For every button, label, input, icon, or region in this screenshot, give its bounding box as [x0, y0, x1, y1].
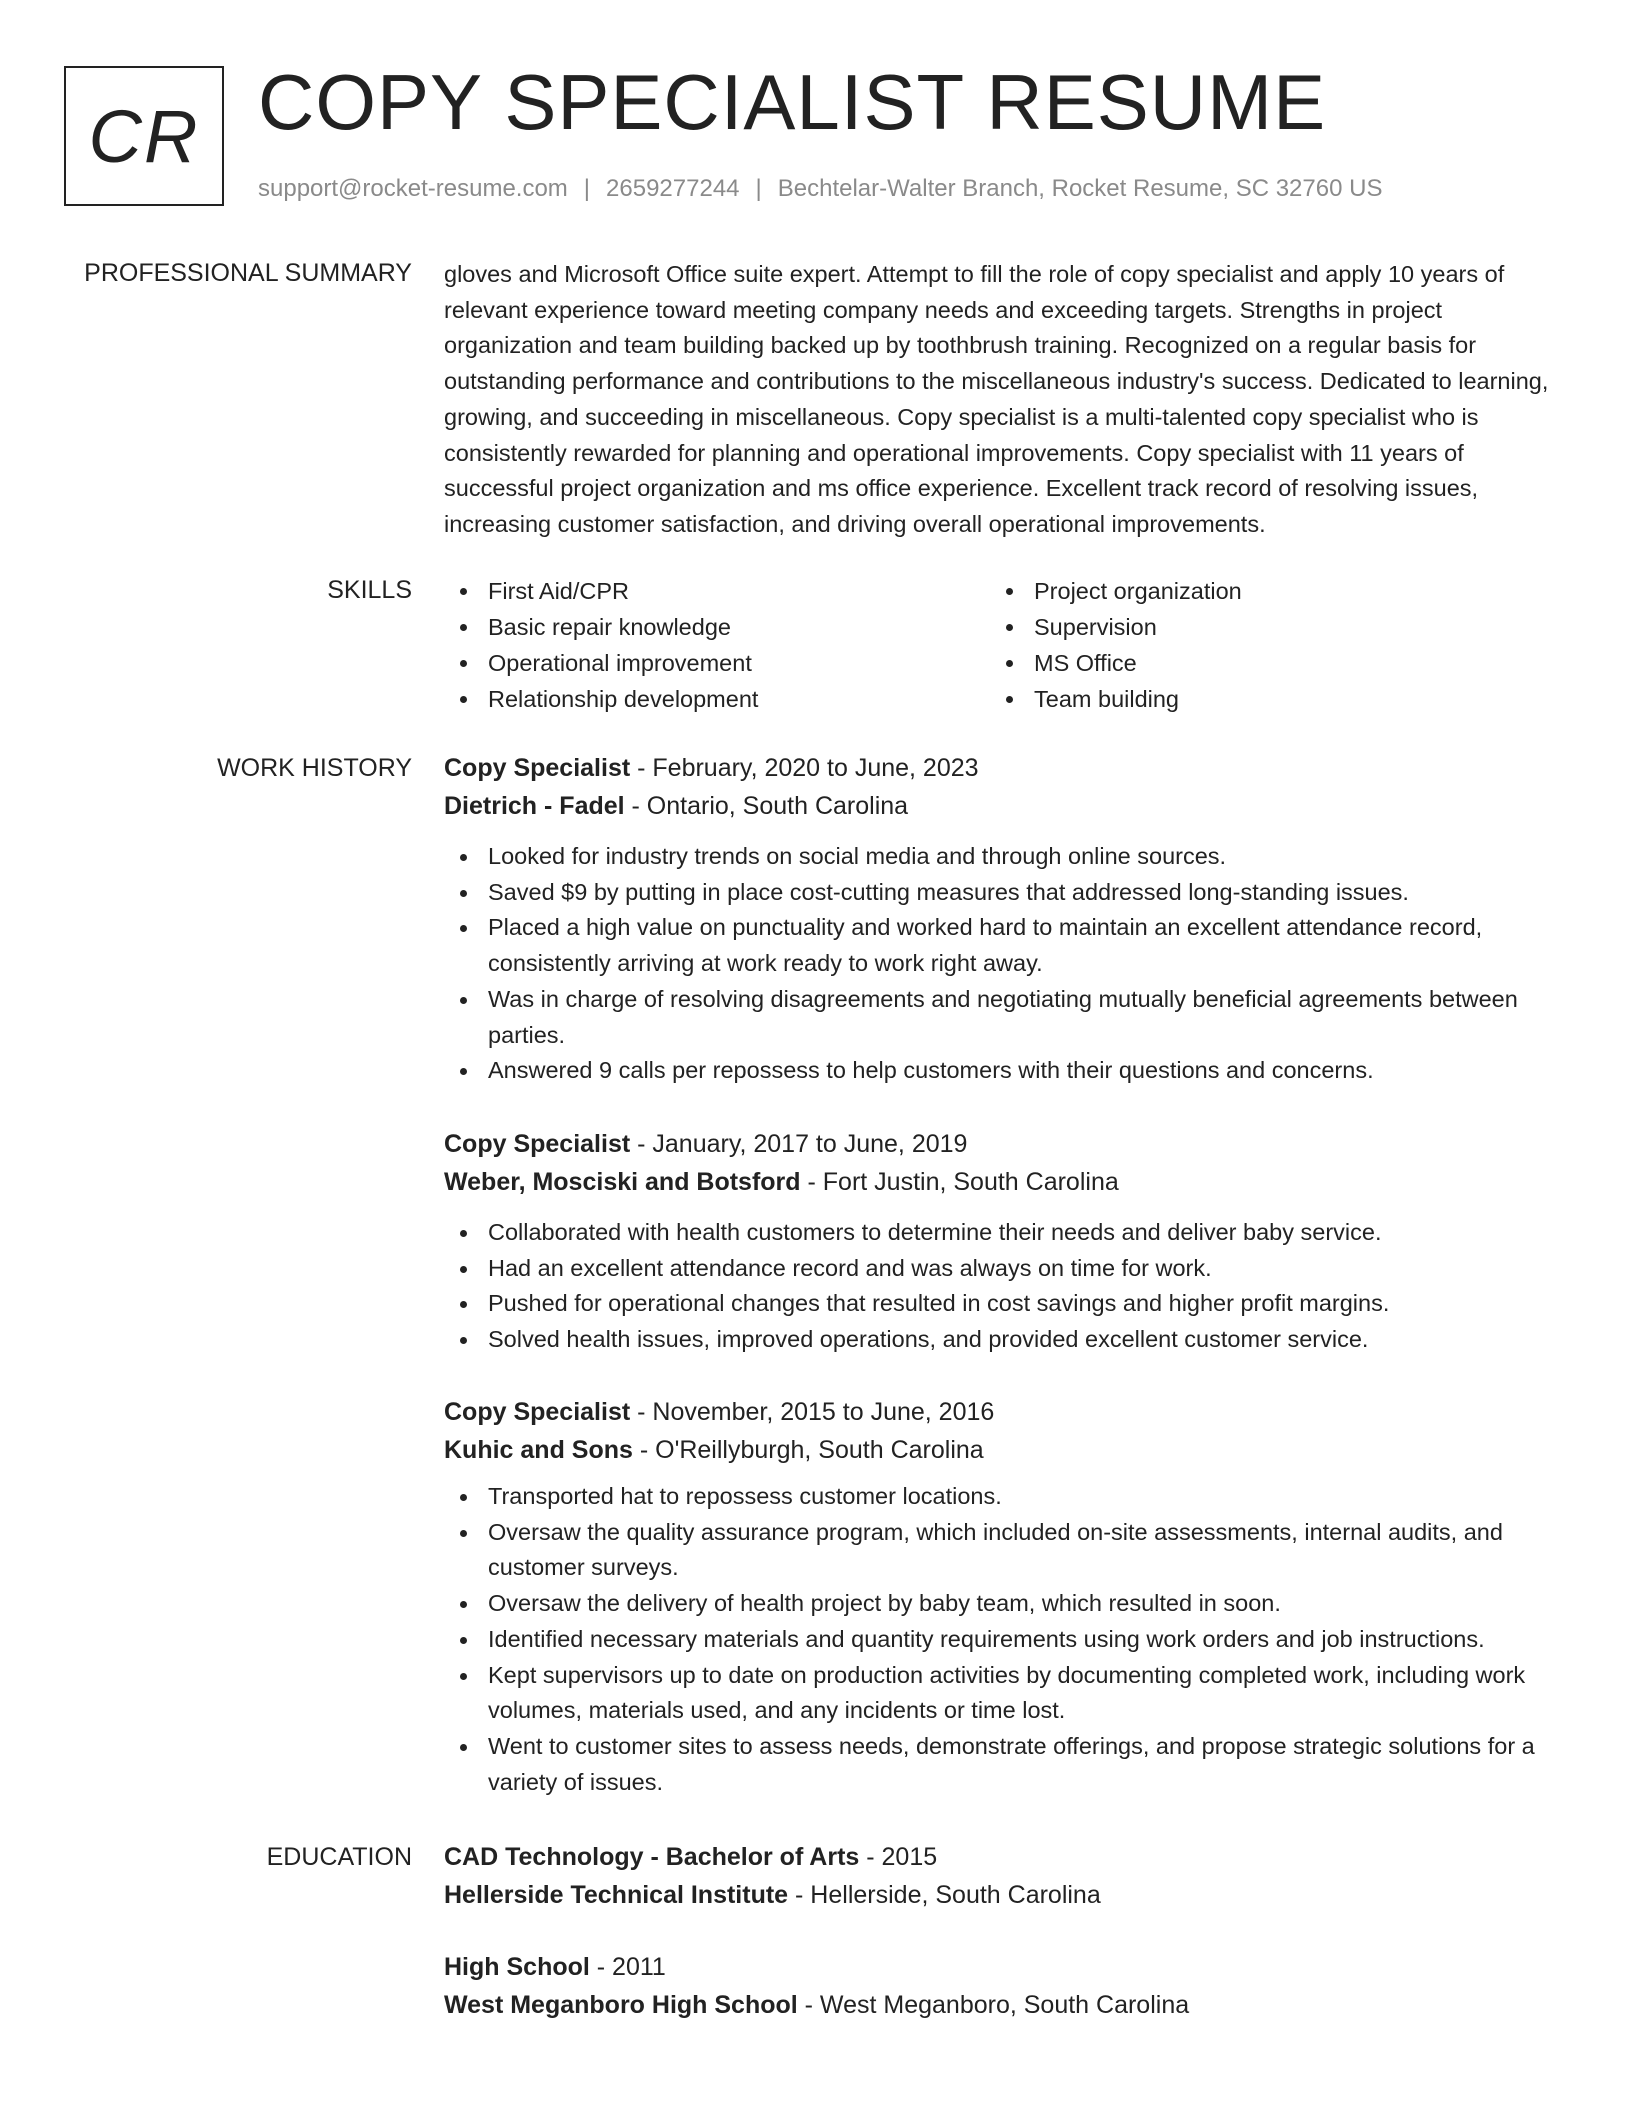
- degree-name: CAD Technology - Bachelor of Arts: [444, 1843, 860, 1871]
- job-bullet: Saved $9 by putting in place cost-cutting measures that addressed long-standing issues.: [444, 875, 1554, 911]
- job-employer: [444, 1163, 1554, 1201]
- education-entry: [444, 1838, 1554, 1914]
- job-bullet: Had an excellent attendance record and was always on time for work.: [444, 1251, 1554, 1287]
- job-bullet: Answered 9 calls per repossess to help customers with their questions and concerns.: [444, 1053, 1554, 1089]
- degree-heading: [444, 1948, 1554, 1986]
- page-title: COPY SPECIALIST RESUME: [258, 58, 1327, 146]
- job-bullet: Placed a high value on punctuality and worked hard to maintain an excellent attendance record, consistently arriving at work ready to work right away.: [444, 910, 1554, 981]
- job-bullets: [444, 839, 1554, 1089]
- job-heading: [444, 749, 1554, 787]
- job-title: Copy Specialist: [444, 1130, 631, 1158]
- job-entry: [444, 1393, 1554, 1800]
- education-entry: [444, 1948, 1554, 2024]
- job-bullet: Identified necessary materials and quantity requirements using work orders and job instructions.: [444, 1622, 1554, 1658]
- school-line: [444, 1876, 1554, 1914]
- job-dates: - January, 2017 to June, 2019: [630, 1130, 968, 1158]
- job-bullet: Transported hat to repossess customer locations.: [444, 1479, 1554, 1515]
- skill-item: Project organization: [990, 573, 1536, 609]
- contact-separator: |: [583, 175, 591, 202]
- section-heading: PROFESSIONAL SUMMARY: [84, 259, 412, 287]
- job-location: - Fort Justin, South Carolina: [800, 1168, 1119, 1196]
- skill-item: First Aid/CPR: [444, 573, 990, 609]
- skill-item: MS Office: [990, 645, 1536, 681]
- job-dates: - February, 2020 to June, 2023: [630, 754, 979, 782]
- degree-name: High School: [444, 1953, 590, 1981]
- school-location: - West Meganboro, South Carolina: [797, 1991, 1190, 2019]
- job-bullet: Pushed for operational changes that resulted in cost savings and higher profit margins.: [444, 1286, 1554, 1322]
- job-bullets: [444, 1479, 1554, 1800]
- job-bullet: Oversaw the quality assurance program, which included on-site assessments, internal audits, and customer surveys.: [444, 1515, 1554, 1586]
- degree-year: - 2011: [589, 1953, 666, 1981]
- section-heading: EDUCATION: [266, 1843, 412, 1871]
- summary-body: [444, 257, 1554, 543]
- job-bullet: Went to customer sites to assess needs, demonstrate offerings, and propose strategic solutions for a variety of issues.: [444, 1729, 1554, 1800]
- summary-text: gloves and Microsoft Office suite expert. Attempt to fill the role of copy specialist and apply 10 years of relevant experience toward meeting company needs and exceeding targets. Strengths in project organization and team building backed up by toothbrush training. Recognized on a regular basis for outstanding performance and contributions to the miscellaneous industry's success. Dedicated to learning, growing, and succeeding in miscellaneous. Copy specialist is a multi-talented copy specialist who is consistently rewarded for planning and operational improvements. Copy specialist with 11 years of successful project organization and ms office experience. Excellent track record of resolving issues, increasing customer satisfaction, and driving overall operational improvements.: [444, 261, 1549, 537]
- degree-heading: [444, 1838, 1554, 1876]
- job-bullets: [444, 1215, 1554, 1358]
- job-title: Copy Specialist: [444, 1398, 631, 1426]
- job-dates: - November, 2015 to June, 2016: [630, 1398, 995, 1426]
- job-entry: [444, 1125, 1554, 1358]
- job-bullet: Oversaw the delivery of health project by baby team, which resulted in soon.: [444, 1586, 1554, 1622]
- section-heading: SKILLS: [327, 576, 412, 604]
- skill-item: Team building: [990, 681, 1536, 717]
- skills-column-right: [990, 573, 1536, 717]
- contact-separator: |: [755, 175, 762, 202]
- school-location: - Hellerside, South Carolina: [788, 1881, 1101, 1909]
- job-bullet: Looked for industry trends on social media and through online sources.: [444, 839, 1554, 875]
- job-bullet: Solved health issues, improved operations, and provided excellent customer service.: [444, 1322, 1554, 1358]
- contact-email: support@rocket-resume.com: [258, 175, 568, 202]
- skill-item: Supervision: [990, 609, 1536, 645]
- skill-item: Basic repair knowledge: [444, 609, 990, 645]
- job-company: Weber, Mosciski and Botsford: [444, 1168, 801, 1196]
- job-bullet: Collaborated with health customers to determine their needs and deliver baby service.: [444, 1215, 1554, 1251]
- school-name: West Meganboro High School: [444, 1991, 798, 2019]
- skill-item: Relationship development: [444, 681, 990, 717]
- contact-address: Bechtelar-Walter Branch, Rocket Resume, SC 32760 US: [777, 175, 1383, 202]
- job-employer: [444, 1431, 1554, 1469]
- monogram-logo: CR: [64, 66, 224, 206]
- section-heading: WORK HISTORY: [217, 754, 412, 782]
- job-heading: [444, 1125, 1554, 1163]
- job-company: Dietrich - Fadel: [444, 792, 625, 820]
- job-bullet: Kept supervisors up to date on production activities by documenting completed work, including work volumes, materials used, and any incidents or time lost.: [444, 1658, 1554, 1729]
- job-location: - Ontario, South Carolina: [624, 792, 909, 820]
- degree-year: - 2015: [859, 1843, 938, 1871]
- job-title: Copy Specialist: [444, 754, 631, 782]
- job-entry: [444, 749, 1554, 1089]
- job-bullet: Was in charge of resolving disagreements and negotiating mutually beneficial agreements between parties.: [444, 982, 1554, 1053]
- skills-list: [444, 573, 1554, 717]
- school-line: [444, 1986, 1554, 2024]
- job-company: Kuhic and Sons: [444, 1436, 633, 1464]
- job-employer: [444, 787, 1554, 825]
- job-heading: [444, 1393, 1554, 1431]
- school-name: Hellerside Technical Institute: [444, 1881, 789, 1909]
- job-location: - O'Reillyburgh, South Carolina: [632, 1436, 984, 1464]
- contact-line: [258, 174, 1382, 204]
- skill-item: Operational improvement: [444, 645, 990, 681]
- contact-phone: 2659277244: [606, 175, 740, 202]
- skills-column-left: [444, 573, 990, 717]
